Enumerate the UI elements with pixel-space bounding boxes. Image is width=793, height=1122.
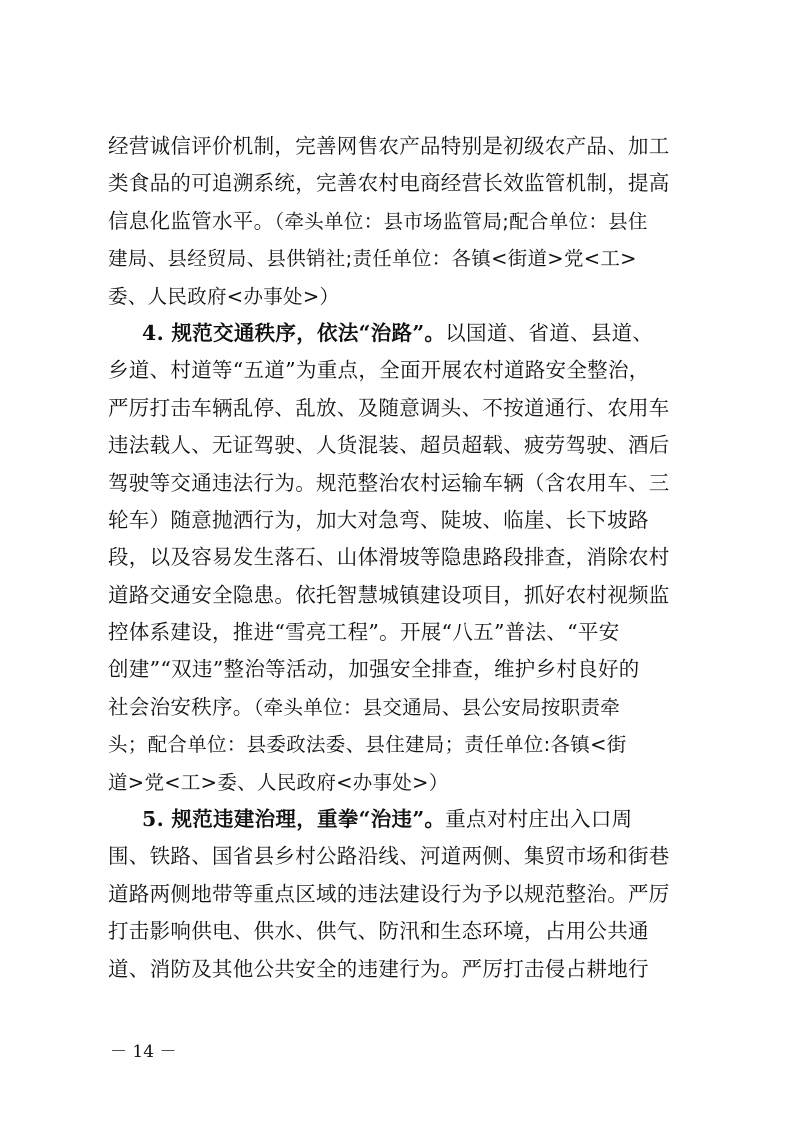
page-number: － 14 － — [110, 1042, 177, 1062]
text-segment: 轮车）随意抛洒行为，加大对急弯、陡坡、临崖、长下坡路 — [108, 507, 649, 532]
text-line — [108, 390, 690, 427]
text-line — [108, 502, 690, 539]
text-line — [108, 128, 690, 165]
text-segment: 创建”“双违”整治等活动，加强安全排查，维护乡村良好的 — [108, 657, 640, 682]
text-segment: 段，以及容易发生落石、山体滑坡等隐患路段排查，消除农村 — [108, 545, 670, 570]
text-segment: 打击影响供电、供水、供气、防汛和生态环境，占用公共通 — [108, 919, 649, 944]
text-line — [108, 539, 690, 576]
text-line — [108, 352, 690, 389]
body-text — [108, 128, 690, 988]
section-heading: 5. 规范违建治理，重拳“治违”。 — [142, 807, 446, 832]
text-segment: 以国道、省道、县道、 — [445, 320, 654, 345]
text-line — [108, 465, 690, 502]
text-line — [108, 726, 690, 763]
text-segment: 类食品的可追溯系统，完善农村电商经营长效监管机制，提高 — [108, 171, 670, 196]
text-segment: 道路交通安全隐患。依托智慧城镇建设项目，抓好农村视频监 — [108, 582, 670, 607]
text-segment: 围、铁路、国省县乡村公路沿线、河道两侧、集贸市场和街巷 — [108, 844, 670, 869]
text-segment: 信息化监管水平。 — [108, 208, 275, 233]
text-line — [108, 689, 690, 726]
text-segment: 重点对村庄出入口周 — [445, 807, 633, 832]
responsibility-note: （牵头单位：县市场监管局;配合单位：县住 — [274, 209, 648, 233]
text-segment: 违法载人、无证驾驶、人货混装、超员超载、疲劳驾驶、酒后 — [108, 433, 670, 458]
responsibility-note: 委、人民政府<办事处>） — [108, 284, 340, 308]
text-segment: 社会治安秩序。 — [108, 694, 254, 719]
text-segment: 控体系建设，推进“雪亮工程”。开展“八五”普法、“平安 — [108, 620, 620, 645]
text-line — [108, 427, 690, 464]
responsibility-note: 道>党<工>委、人民政府<办事处>） — [108, 770, 449, 794]
text-line — [108, 764, 690, 801]
text-segment: 道路两侧地带等重点区域的违法建设行为予以规范整治。严厉 — [108, 881, 670, 906]
text-line — [108, 651, 690, 688]
text-segment: 经营诚信评价机制，完善网售农产品特别是初级农产品、加工 — [108, 134, 670, 158]
text-line — [108, 203, 690, 240]
text-segment: 道、消防及其他公共安全的违建行为。严厉打击侵占耕地行 — [108, 956, 649, 981]
responsibility-note: 头；配合单位：县委政法委、县住建局；责任单位:各镇<街 — [108, 733, 627, 757]
text-line — [108, 801, 690, 838]
text-line — [108, 240, 690, 277]
text-line — [108, 838, 690, 875]
text-segment: 乡道、村道等“五道”为重点，全面开展农村道路安全整治， — [108, 358, 650, 383]
text-line — [108, 913, 690, 950]
text-line — [108, 876, 690, 913]
text-line — [108, 315, 690, 352]
text-segment: 严厉打击车辆乱停、乱放、及随意调头、不按道通行、农用车 — [108, 395, 670, 420]
text-segment: 驾驶等交通违法行为。规范整治农村运输车辆（含农用车、三 — [108, 470, 670, 495]
responsibility-note: 建局、县经贸局、县供销社;责任单位：各镇<街道>党<工> — [108, 247, 637, 271]
section-heading: 4. 规范交通秩序，依法“治路”。 — [142, 320, 446, 345]
text-line — [108, 951, 690, 988]
text-line — [108, 165, 690, 202]
text-line — [108, 614, 690, 651]
responsibility-note: （牵头单位：县交通局、县公安局按职责牵 — [253, 695, 621, 719]
text-line — [108, 278, 690, 315]
text-line — [108, 577, 690, 614]
